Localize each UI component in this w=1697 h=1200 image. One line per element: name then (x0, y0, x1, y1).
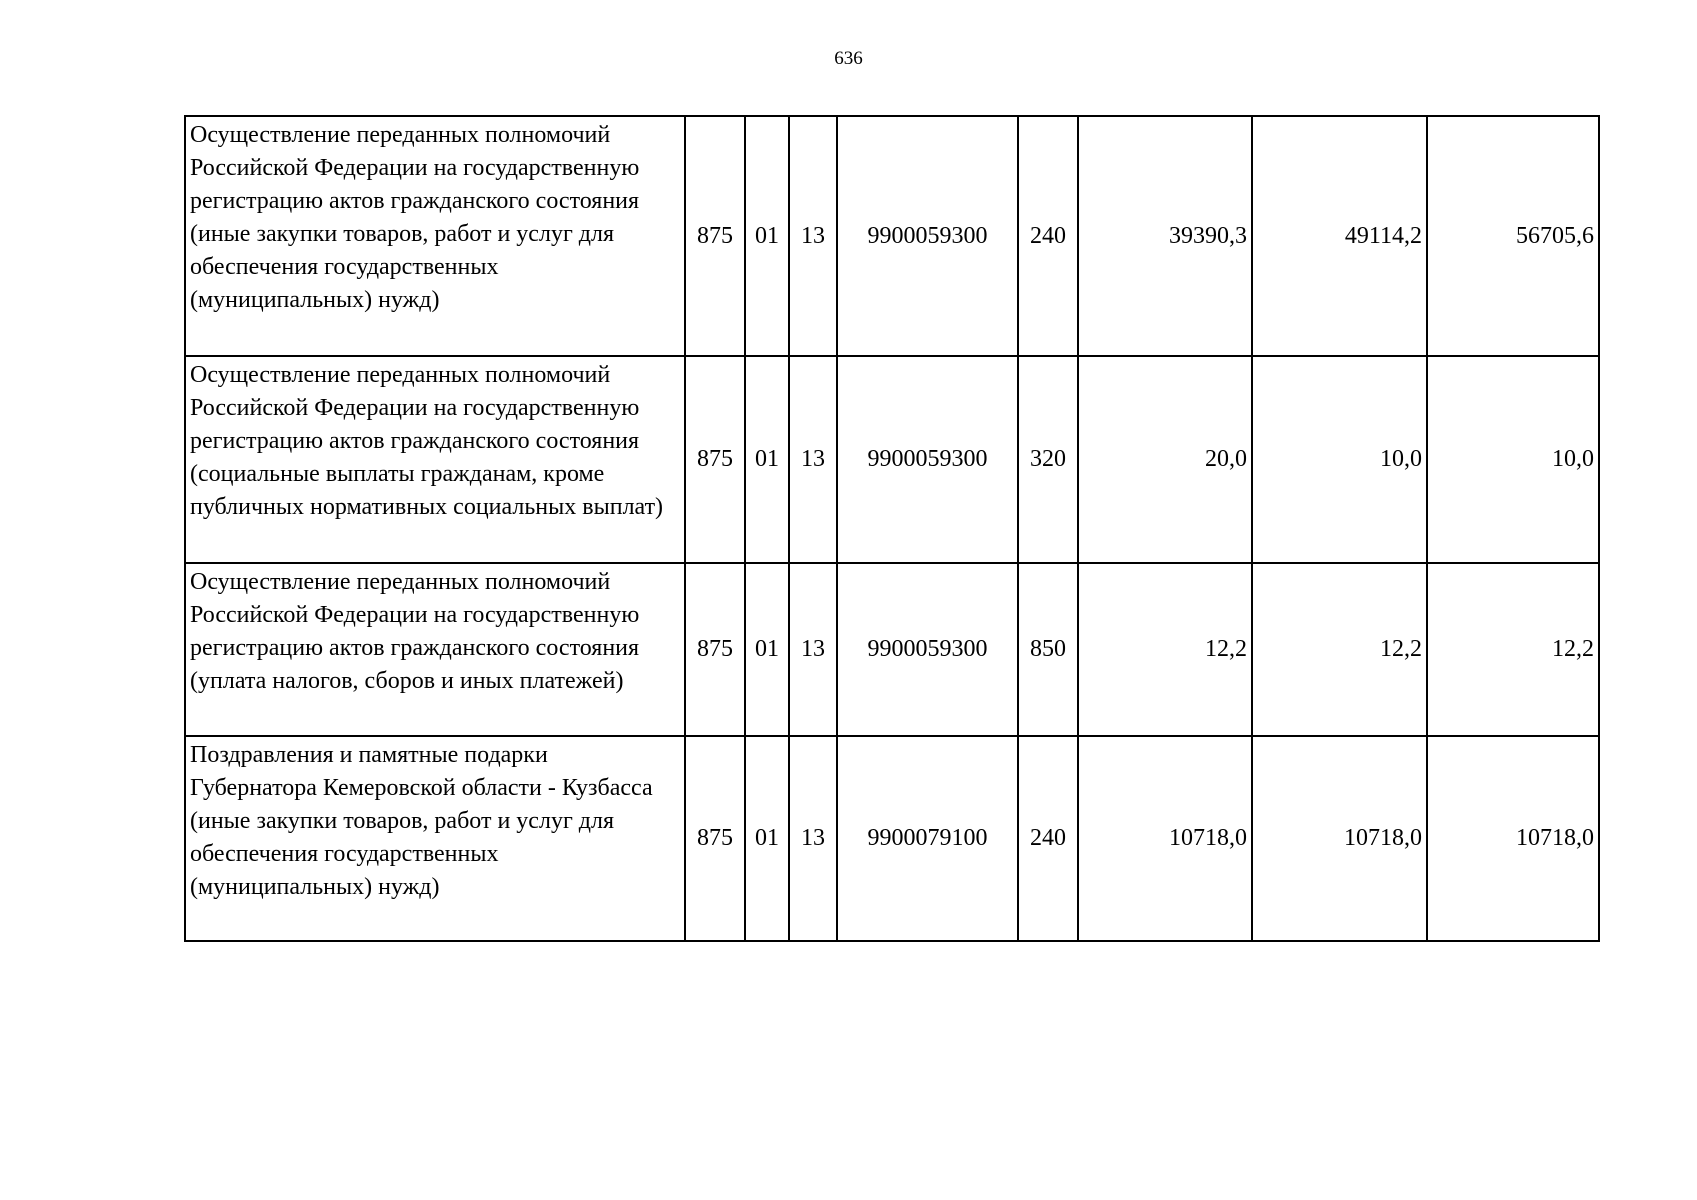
amount-year-3: 10718,0 (1427, 736, 1599, 941)
amount-year-1: 12,2 (1078, 563, 1252, 736)
row-description: Осуществление переданных полномочий Российской Федерации на государственную регистрацию актов гражданского состояния (социальные выплаты гражданам, кроме публичных нормативных социальных выплат) (185, 356, 685, 563)
ministry-code: 875 (685, 563, 745, 736)
subsection-code: 13 (789, 356, 837, 563)
section-code: 01 (745, 736, 789, 941)
expense-type-code: 240 (1018, 116, 1078, 356)
section-code: 01 (745, 356, 789, 563)
amount-year-2: 10,0 (1252, 356, 1427, 563)
amount-year-2: 10718,0 (1252, 736, 1427, 941)
table-row (185, 563, 1599, 736)
amount-year-3: 56705,6 (1427, 116, 1599, 356)
table-row (185, 116, 1599, 356)
expense-type-code: 320 (1018, 356, 1078, 563)
subsection-code: 13 (789, 563, 837, 736)
row-description: Осуществление переданных полномочий Российской Федерации на государственную регистрацию актов гражданского состояния (уплата налогов, сборов и иных платежей) (185, 563, 685, 736)
row-description: Осуществление переданных полномочий Российской Федерации на государственную регистрацию актов гражданского состояния (иные закупки товаров, работ и услуг для обеспечения государственных (муниципальных) нужд) (185, 116, 685, 356)
budget-table (184, 115, 1600, 942)
amount-year-1: 10718,0 (1078, 736, 1252, 941)
ministry-code: 875 (685, 736, 745, 941)
amount-year-1: 39390,3 (1078, 116, 1252, 356)
subsection-code: 13 (789, 116, 837, 356)
ministry-code: 875 (685, 356, 745, 563)
target-article-code: 9900059300 (837, 356, 1018, 563)
target-article-code: 9900059300 (837, 116, 1018, 356)
expense-type-code: 850 (1018, 563, 1078, 736)
target-article-code: 9900079100 (837, 736, 1018, 941)
subsection-code: 13 (789, 736, 837, 941)
page-number: 636 (834, 48, 863, 69)
expense-type-code: 240 (1018, 736, 1078, 941)
amount-year-2: 49114,2 (1252, 116, 1427, 356)
amount-year-3: 10,0 (1427, 356, 1599, 563)
section-code: 01 (745, 563, 789, 736)
section-code: 01 (745, 116, 789, 356)
amount-year-2: 12,2 (1252, 563, 1427, 736)
table-row (185, 736, 1599, 941)
row-description: Поздравления и памятные подарки Губернатора Кемеровской области - Кузбасса (иные закупки товаров, работ и услуг для обеспечения государственных (муниципальных) нужд) (185, 736, 685, 941)
amount-year-1: 20,0 (1078, 356, 1252, 563)
target-article-code: 9900059300 (837, 563, 1018, 736)
table-row (185, 356, 1599, 563)
ministry-code: 875 (685, 116, 745, 356)
amount-year-3: 12,2 (1427, 563, 1599, 736)
